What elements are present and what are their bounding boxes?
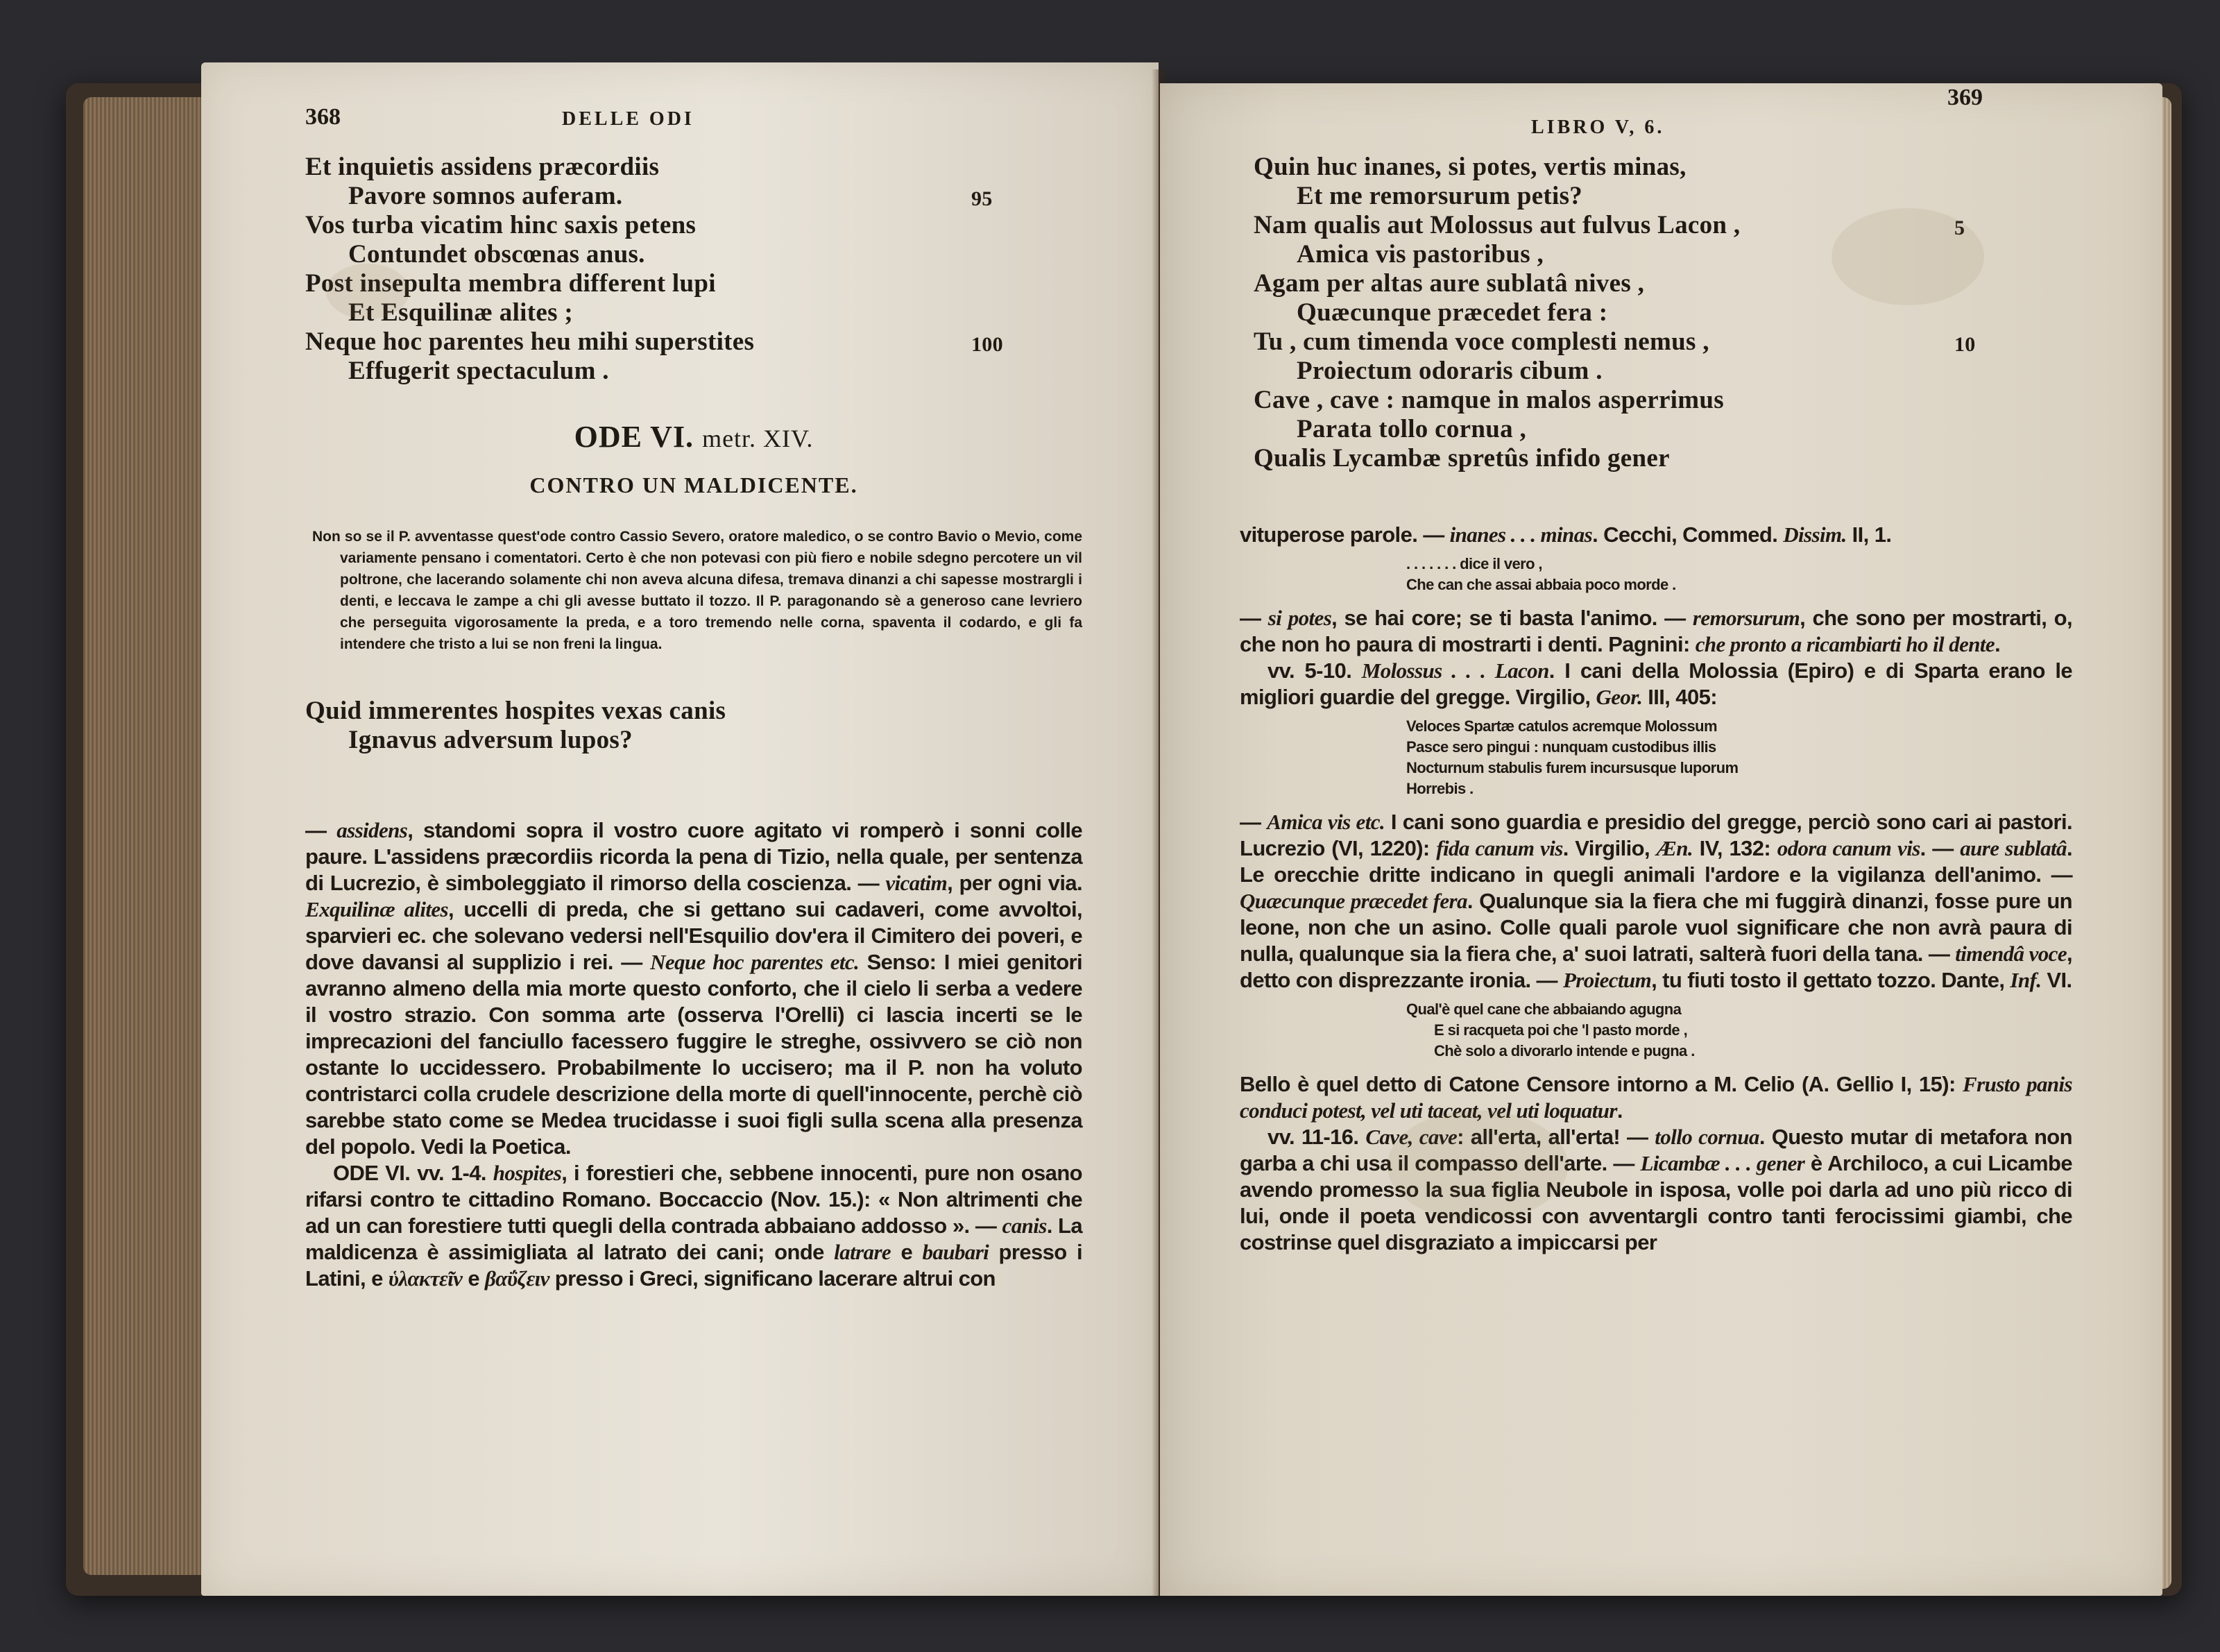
left-page bbox=[201, 62, 1159, 1596]
verse-block-ode-opening bbox=[305, 697, 1082, 755]
right-page bbox=[1160, 83, 2162, 1596]
verse-text: Cave , cave : namque in malos asperrimus bbox=[1254, 386, 1724, 414]
verse-line bbox=[1254, 182, 2100, 211]
verse-line bbox=[305, 211, 1082, 240]
quoted-verse-line: Horrebis . bbox=[1406, 780, 1474, 797]
verse-text: Et Esquilinæ alites ; bbox=[348, 298, 573, 327]
commentary-paragraph: ODE VI. vv. 1-4. hospites, i forestieri che, sebbene innocenti, pure non osano rifarsi contro te cittadino Romano. Boccaccio (Nov. 15.): « Non altrimenti che ad un can forestiere tutti quegli della contrada abbaiano addosso ». — canis. La maldicenza è assimigliata al latrato dei cani; onde latrare e baubari presso i Latini, e ὑλακτεῖν e βαΰζειν presso i Greci, significano lacerare altrui con bbox=[305, 1161, 1082, 1291]
commentary-paragraph: vv. 5-10. Molossus . . . Lacon. I cani della Molossia (Epiro) e di Sparta erano le migliori guardie del gregge. Virgilio, Geor. III, 405: bbox=[1240, 658, 2072, 709]
verse-block-top bbox=[305, 153, 1082, 386]
quoted-verse-line: Nocturnum stabulis furem incursusque luporum bbox=[1406, 759, 1739, 776]
verse-line bbox=[1254, 153, 2100, 182]
verse-commentary-gap bbox=[305, 755, 1082, 817]
verse-line-number: 10 bbox=[1954, 333, 1976, 356]
verse-line bbox=[305, 153, 1082, 182]
verse-line bbox=[305, 298, 1082, 327]
quoted-verse-line: Chè solo a divorarlo intende e pugna . bbox=[1434, 1042, 1695, 1059]
verse-line bbox=[1254, 357, 2100, 386]
verse-text: Agam per altas aure sublatâ nives , bbox=[1254, 269, 1645, 298]
verse-line bbox=[1254, 240, 2100, 269]
verse-line-number: 95 bbox=[971, 187, 993, 210]
verse-text: Contundet obscœnas anus. bbox=[348, 240, 645, 269]
page-number-right: 369 bbox=[1947, 85, 1983, 110]
verse-line bbox=[1254, 415, 2100, 444]
verse-line bbox=[1254, 386, 2100, 415]
quoted-verse-line: Pasce sero pingui : nunquam custodibus illis bbox=[1406, 738, 1716, 756]
verse-text: Post insepulta membra different lupi bbox=[305, 269, 716, 298]
verse-line bbox=[1254, 211, 2100, 240]
verse-text: Quæcunque præcedet fera : bbox=[1297, 298, 1608, 327]
commentary-paragraph: — si potes, se hai core; se ti basta l'animo. — remorsurum, che sono per mostrarti, o, che non ho paura di mostrarti i denti. Pagnini: che pronto a ricambiarti ho il dente. bbox=[1240, 606, 2072, 656]
ode-argument bbox=[305, 526, 1082, 655]
commentary-paragraph: — Amica vis etc. I cani sono guardia e presidio del gregge, perciò sono cari ai pastori. Lucrezio (VI, 1220): fida canum vis. Virgilio, Æn. IV, 132: odora canum vis. — aure sublatâ. Le orecchie dritte indicano in quegli animali l'ardore e la vigilanza dell'animo. — Quæcunque præcedet fera. Qualunque sia la fiera che mi fuggirà dinanzi, fosse pure un leone, non che un asino. Colle quali parole vuol significare che non avrà paura di nulla, qualunque sia la fiera che, a' suoi latrati, salterà fuori della tana. — timendâ voce, detto con disprezzante ironia. — Proiectum, tu fiuti tosto il gettato tozzo. Dante, Inf. VI. bbox=[1240, 810, 2073, 992]
verse-line bbox=[1254, 444, 2100, 473]
ode-subtitle: CONTRO UN MALDICENTE. bbox=[529, 472, 858, 497]
commentary-left bbox=[305, 817, 1082, 1292]
commentary-paragraph: vituperose parole. — inanes . . . minas. Cecchi, Commed. Dissim. II, 1. bbox=[1240, 522, 1892, 547]
verse-line-number: 5 bbox=[1954, 216, 1965, 239]
verse-block-right bbox=[1226, 153, 2100, 473]
running-title-left: DELLE ODI bbox=[562, 108, 694, 130]
ode-meter: metr. XIV. bbox=[702, 425, 814, 452]
commentary-paragraph: vv. 11-16. Cave, cave: all'erta, all'erta! — tollo cornua. Questo mutar di metafora non garba a chi usa il compasso dell'arte. — Licambæ . . . gener è Archiloco, a cui Licambe avendo promesso la sua figlia Neubole in isposa, volle poi darla ad uno più ricco di lui, onde il poeta vendicossi con avventargli contro tanti ferocissimi giambi, che costrinse quel disgraziato a impiccarsi per bbox=[1240, 1125, 2072, 1254]
page-number-left: 368 bbox=[305, 104, 341, 130]
quoted-verse-line: Che can che assai abbaia poco morde . bbox=[1406, 576, 1676, 593]
commentary-right bbox=[1226, 522, 2072, 1256]
verse-line bbox=[1254, 269, 2100, 298]
verse-line bbox=[1254, 298, 2100, 327]
verse-text: Et me remorsurum petis? bbox=[1297, 182, 1583, 210]
verse-text: Parata tollo cornua , bbox=[1297, 415, 1527, 443]
running-head-right bbox=[1226, 83, 2100, 146]
verse-text: Et inquietis assidens præcordiis bbox=[305, 153, 660, 181]
verse-line-number: 100 bbox=[971, 333, 1003, 356]
right-page-content bbox=[1226, 83, 2100, 1256]
verse-line bbox=[305, 269, 1082, 298]
verse-line bbox=[305, 327, 1082, 357]
quoted-verse-line: Veloces Spartæ catulos acremque Molossum bbox=[1406, 717, 1717, 735]
argument-text: Non so se il P. avventasse quest'ode contro Cassio Severo, oratore maledico, o se contro Bavio o Mevio, come variamente pensano i comentatori. Certo è che non potevasi con più fiero e nobile sdegno percotere un vil poltrone, che lacerando solamente chi non aveva alcuna difesa, tremava dinanzi a chi sapesse mostrargli i denti, e leccava le zampe a chi gli avesse buttato il tozzo. Il P. paragonando sè a generoso cane levriero che perseguita vigorosamente la preda, e a toro tremendo nelle corna, spaventa il codardo, e gli fa intendere che tristo a lui se non freni la lingua. bbox=[312, 529, 1082, 652]
ode-heading bbox=[305, 419, 1082, 454]
verse-text: Effugerit spectaculum . bbox=[348, 357, 609, 385]
quoted-verse-line: Qual'è quel cane che abbaiando agugna bbox=[1406, 1000, 1682, 1018]
verse-line bbox=[305, 182, 1082, 211]
verse-text: Quid immerentes hospites vexas canis bbox=[305, 697, 726, 725]
verse-text: Amica vis pastoribus , bbox=[1297, 240, 1544, 269]
ode-number: ODE VI. bbox=[574, 420, 694, 454]
left-page-content bbox=[305, 104, 1082, 1292]
verse-line bbox=[1254, 327, 2100, 357]
verse-text: Tu , cum timenda voce complesti nemus , bbox=[1254, 327, 1709, 356]
verse-commentary-gap-right bbox=[1226, 473, 2100, 522]
verse-text: Ignavus adversum lupos? bbox=[348, 726, 633, 754]
verse-text: Proiectum odoraris cibum . bbox=[1297, 357, 1603, 385]
verse-text: Nam qualis aut Molossus aut fulvus Lacon , bbox=[1254, 211, 1741, 239]
quoted-verse bbox=[1240, 999, 2072, 1062]
verse-text: Pavore somnos auferam. bbox=[348, 182, 623, 210]
running-title-right: LIBRO V, 6. bbox=[1531, 117, 1665, 138]
verse-text: Qualis Lycambæ spretûs infido gener bbox=[1254, 444, 1670, 472]
verse-line bbox=[305, 357, 1082, 386]
quoted-verse bbox=[1240, 716, 2072, 799]
verse-text: Neque hoc parentes heu mihi superstites bbox=[305, 327, 755, 356]
verse-text: Quin huc inanes, si potes, vertis minas, bbox=[1254, 153, 1687, 181]
quoted-verse bbox=[1240, 554, 2072, 595]
verse-text: Vos turba vicatim hinc saxis petens bbox=[305, 211, 697, 239]
verse-line bbox=[305, 240, 1082, 269]
quoted-verse-line: . . . . . . . dice il vero , bbox=[1406, 555, 1542, 572]
commentary-paragraph: — assidens, standomi sopra il vostro cuore agitato vi romperò i sonni colle paure. L'assidens præcordiis ricorda la pena di Tizio, nella quale, per sentenza di Lucrezio, è simboleggiato il rimorso della coscienza. — vicatim, per ogni via. Exquilinæ alites, uccelli di preda, che si gettano sui cadaveri, come avvoltoi, sparvieri ec. che solevano vedersi nell'Esquilio dov'era il Cimitero dei poveri, e dove davansi al supplizio i rei. — Neque hoc parentes etc. Senso: I miei genitori avranno almeno della mia morte questo conforto, che il cielo li serba a vedere il vostro strazio. Con somma arte (osserva l'Orelli) ci lascia incerti se le imprecazioni del fanciullo facessero fuggire le streghe, ossivvero se ciò non ostante lo uccidessero. Probabilmente lo uccisero; ma il P. non ha voluto contristarci colla crudele descrizione della morte di quell'innocente, perchè ciò sarebbe stato come se Medea trucidasse i suoi figli sulla scena alla presenza del popolo. Vedi la Poetica. bbox=[305, 818, 1083, 1159]
verse-line bbox=[305, 726, 1082, 755]
verse-line bbox=[305, 697, 1082, 726]
running-head-left bbox=[305, 104, 1082, 153]
quoted-verse-line: E si racqueta poi che 'l pasto morde , bbox=[1434, 1021, 1688, 1039]
commentary-paragraph: Bello è quel detto di Catone Censore intorno a M. Celio (A. Gellio I, 15): Frusto panis conduci potest, vel uti taceat, vel uti loquatur. bbox=[1240, 1072, 2072, 1123]
